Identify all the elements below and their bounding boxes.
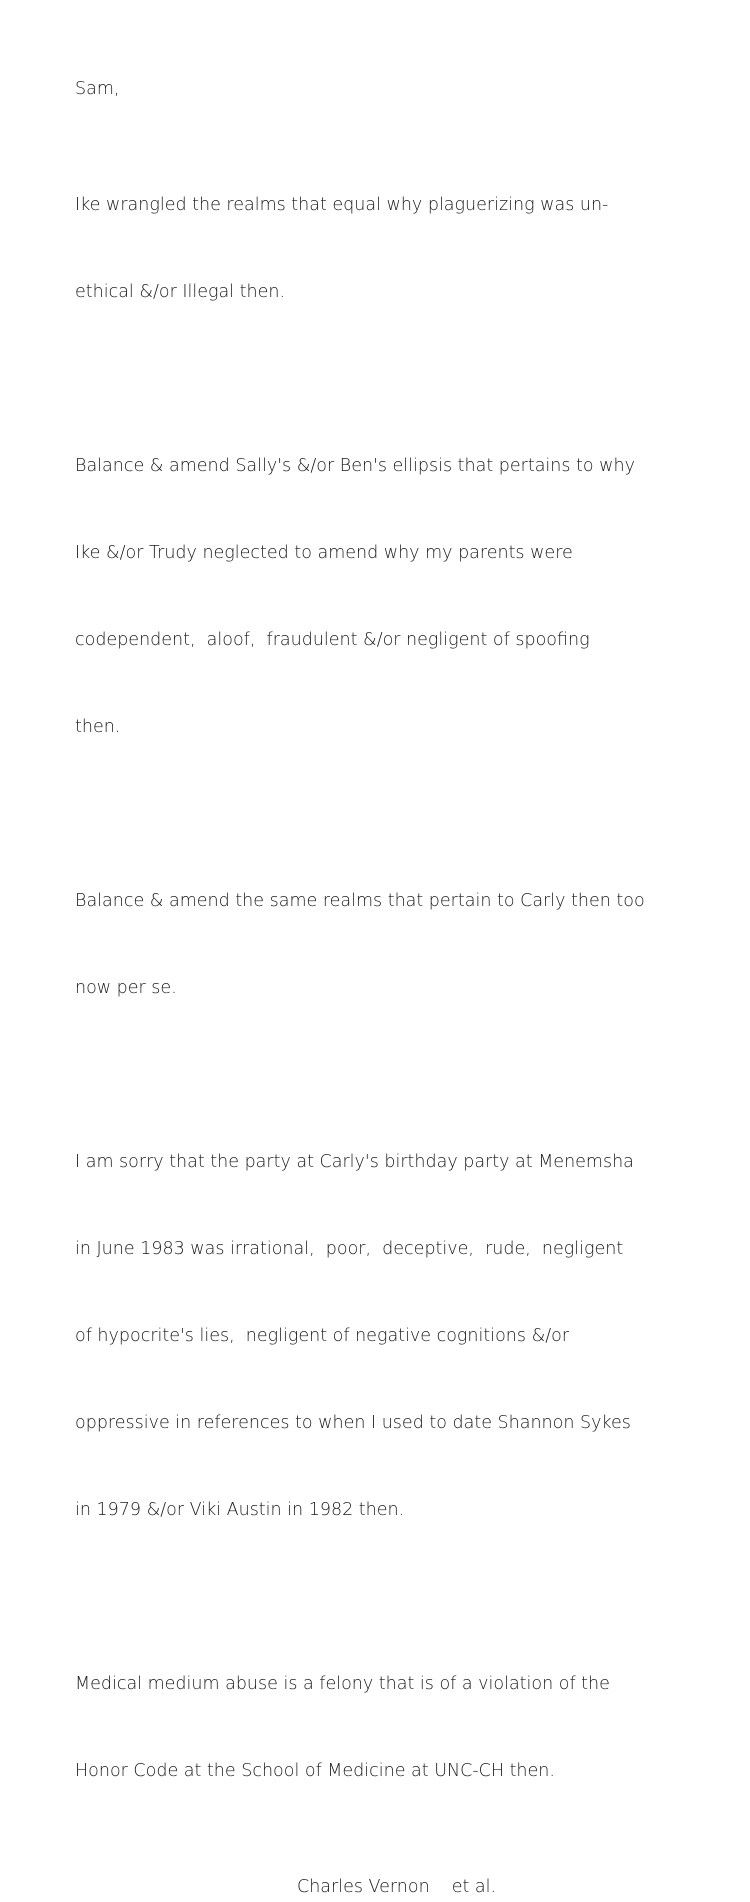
letter-body <box>75 75 685 1902</box>
letter-paragraph-1 <box>75 133 685 365</box>
paragraph-line: Medical medium abuse is a felony that is of a violation of the <box>75 1674 610 1694</box>
letter-greeting: Sam, <box>75 79 120 99</box>
paragraph-line: now per se. <box>75 978 177 998</box>
letter-paragraph-3 <box>75 829 685 1061</box>
letter-paragraph-5 <box>75 1612 685 1844</box>
letter-paragraph-4 <box>75 1090 685 1583</box>
paragraph-line: then. <box>75 717 121 737</box>
letter-paragraph-2 <box>75 394 685 800</box>
paragraph-line: Ike wrangled the realms that equal why plaguerizing was un- <box>75 195 609 215</box>
paragraph-line: codependent, aloof, fraudulent &/or negligent of spoofing <box>75 630 590 650</box>
signature-name: Charles Vernon <box>297 1877 430 1897</box>
paragraph-line: Honor Code at the School of Medicine at UNC-CH then. <box>75 1761 555 1781</box>
paragraph-line: Balance & amend the same realms that pertain to Carly then too <box>75 891 645 911</box>
letter-signature <box>75 1873 685 1902</box>
paragraph-line: oppressive in references to when I used to date Shannon Sykes <box>75 1413 631 1433</box>
paragraph-line: Ike &/or Trudy neglected to amend why my parents were <box>75 543 573 563</box>
paragraph-line: in 1979 &/or Viki Austin in 1982 then. <box>75 1500 405 1520</box>
paragraph-line: ethical &/or Illegal then. <box>75 282 286 302</box>
paragraph-line: in June 1983 was irrational, poor, deceptive, rude, negligent <box>75 1239 624 1259</box>
signature-suffix: et al. <box>451 1877 497 1897</box>
paragraph-line: Balance & amend Sally's &/or Ben's ellipsis that pertains to why <box>75 456 635 476</box>
paragraph-line: of hypocrite's lies, negligent of negative cognitions &/or <box>75 1326 570 1346</box>
paragraph-line: I am sorry that the party at Carly's birthday party at Menemsha <box>75 1152 634 1172</box>
